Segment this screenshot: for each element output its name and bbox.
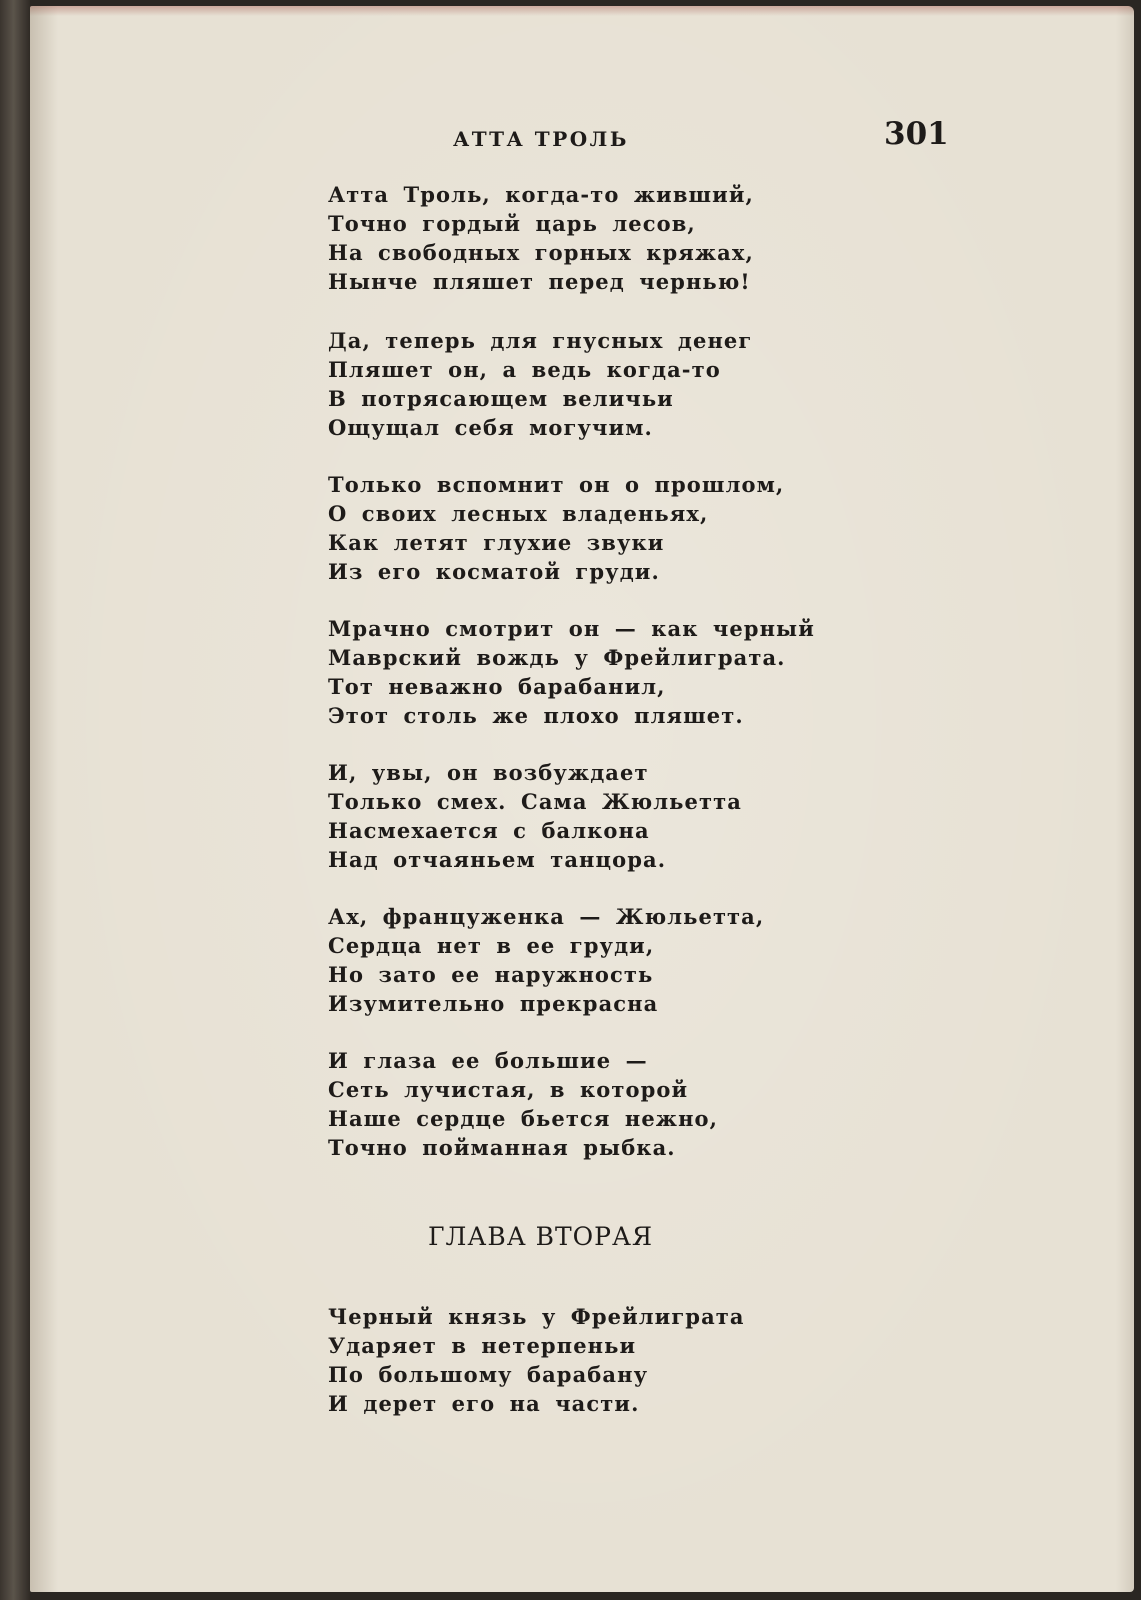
verse-line: Мрачно смотрит он — как черный (328, 616, 815, 641)
verse-line: Сердца нет в ее груди, (328, 933, 655, 958)
verse-line: Над отчаяньем танцора. (328, 847, 667, 872)
book-spine (0, 0, 30, 1600)
verse-line: И глаза ее большие — (328, 1048, 648, 1073)
verse-line: Ах, француженка — Жюльетта, (328, 904, 765, 929)
verse-line: Из его косматой груди. (328, 559, 660, 584)
stanza-2 (328, 326, 752, 442)
verse-line: Этот столь же плохо пляшет. (328, 703, 744, 728)
verse-line: Пляшет он, а ведь когда-то (328, 357, 721, 382)
page-number: 301 (884, 116, 949, 152)
verse-line: Ощущал себя могучим. (328, 415, 653, 440)
verse-line: Только смех. Сама Жюльетта (328, 789, 742, 814)
stanza-1 (328, 180, 754, 296)
verse-line: В потрясающем величьи (328, 386, 674, 411)
verse-line: Сеть лучистая, в которой (328, 1077, 689, 1102)
verse-line: Маврский вождь у Фрейлиграта. (328, 645, 786, 670)
chapter-stanza-1 (328, 1302, 745, 1418)
stanza-3 (328, 470, 784, 586)
verse-line: О своих лесных владеньях, (328, 501, 709, 526)
running-title: АТТА ТРОЛЬ (453, 127, 629, 151)
verse-line: По большому барабану (328, 1362, 649, 1387)
verse-line: Да, теперь для гнусных денег (328, 328, 753, 353)
verse-line: И, увы, он возбуждает (328, 760, 649, 785)
verse-line: Только вспомнит он о прошлом, (328, 472, 785, 497)
stanza-6 (328, 902, 764, 1018)
stanza-5 (328, 758, 742, 874)
verse-line: Изумительно прекрасна (328, 991, 659, 1016)
verse-line: Точно пойманная рыбка. (328, 1135, 676, 1160)
chapter-heading: ГЛАВА ВТОРАЯ (428, 1222, 654, 1251)
verse-line: И дерет его на части. (328, 1391, 640, 1416)
verse-line: Но зато ее наружность (328, 962, 654, 987)
verse-line: Как летят глухие звуки (328, 530, 665, 555)
verse-line: Ударяет в нетерпеньи (328, 1333, 637, 1358)
stanza-7 (328, 1046, 718, 1162)
stanza-4 (328, 614, 815, 730)
verse-line: Тот неважно барабанил, (328, 674, 666, 699)
verse-line: Нынче пляшет перед чернью! (328, 269, 751, 294)
verse-line: На свободных горных кряжах, (328, 240, 754, 265)
verse-line: Насмехается с балкона (328, 818, 650, 843)
verse-line: Наше сердце бьется нежно, (328, 1106, 719, 1131)
verse-line: Точно гордый царь лесов, (328, 211, 696, 236)
verse-line: Атта Троль, когда-то живший, (328, 182, 754, 207)
book-page (30, 6, 1134, 1592)
verse-line: Черный князь у Фрейлиграта (328, 1304, 745, 1329)
